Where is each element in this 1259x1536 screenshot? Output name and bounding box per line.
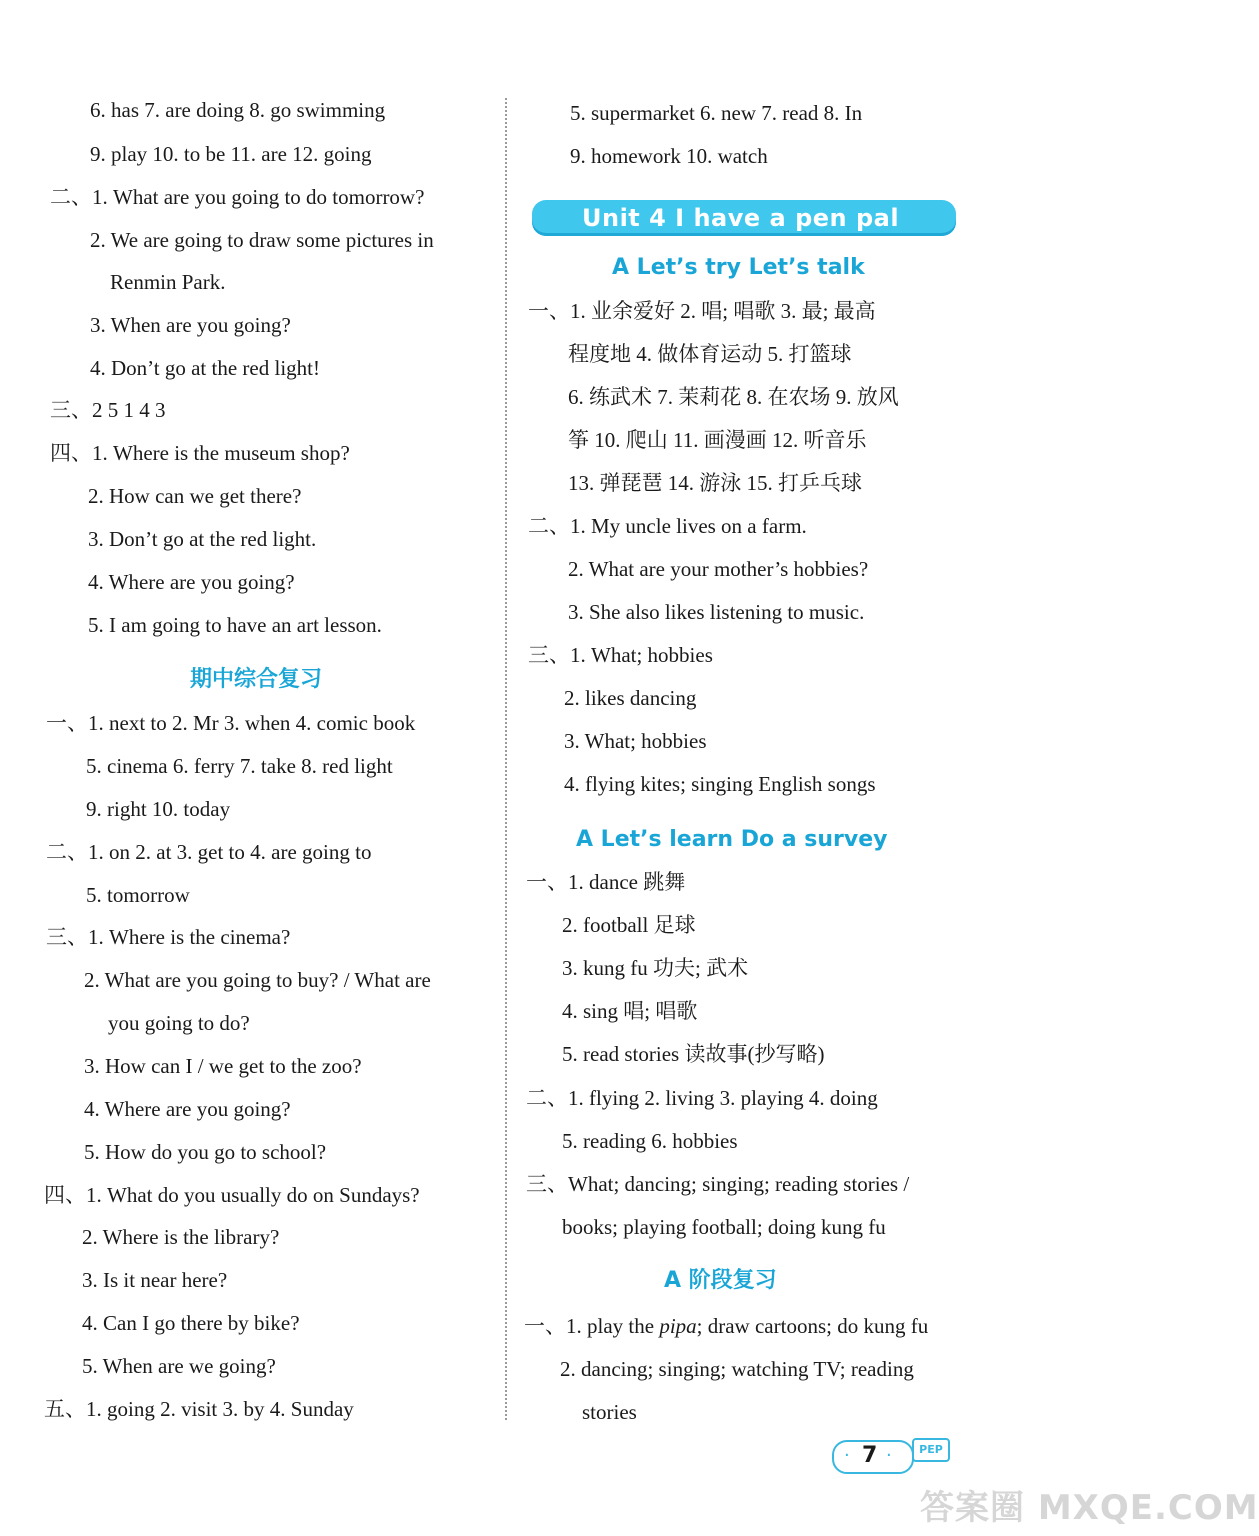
answer-line: 五、1. going 2. visit 3. by 4. Sunday: [44, 1397, 354, 1421]
answer-line: 2. Where is the library?: [82, 1225, 280, 1249]
answer-line: 4. Where are you going?: [88, 570, 295, 594]
answer-text: ; draw cartoons; do kung fu: [696, 1314, 929, 1338]
answer-line: 5. tomorrow: [86, 883, 190, 907]
answer-line: 5. read stories 读故事(抄写略): [562, 1042, 825, 1066]
answer-line: 3. What; hobbies: [564, 729, 707, 753]
answer-line: 13. 弹琵琶 14. 游泳 15. 打乒乓球: [568, 471, 862, 495]
answer-line: 程度地 4. 做体育运动 5. 打篮球: [568, 342, 852, 366]
answer-line: 9. homework 10. watch: [570, 144, 768, 168]
answer-line: 2. football 足球: [562, 913, 696, 937]
answer-line: 4. Can I go there by bike?: [82, 1311, 300, 1335]
edition-badge: PEP: [912, 1438, 950, 1462]
answer-text-italic: pipa: [659, 1314, 697, 1338]
answer-line: you going to do?: [108, 1011, 250, 1035]
page-number-box: [832, 1440, 914, 1474]
answer-line: 一、1. dance 跳舞: [526, 870, 686, 894]
section-heading-stage-review: A 阶段复习: [664, 1268, 777, 1293]
page-number: 7: [862, 1443, 878, 1468]
answer-line: 5. reading 6. hobbies: [562, 1129, 738, 1153]
answer-line: 9. play 10. to be 11. are 12. going: [90, 142, 372, 166]
section-heading-try-talk: A Let’s try Let’s talk: [612, 255, 865, 280]
unit-banner: [532, 200, 956, 236]
answer-line: 4. Where are you going?: [84, 1097, 291, 1121]
answer-line: 3. kung fu 功夫; 武术: [562, 956, 749, 980]
answer-line: 2. What are you going to buy? / What are: [84, 968, 431, 992]
answer-line: 三、What; dancing; singing; reading stories /: [526, 1172, 910, 1196]
answer-line: 6. 练武术 7. 茉莉花 8. 在农场 9. 放风: [568, 385, 899, 409]
answer-line: 2. How can we get there?: [88, 484, 302, 508]
answer-line: 2. dancing; singing; watching TV; reading: [560, 1357, 914, 1381]
watermark: 答案圈 MXQE.COM: [920, 1488, 1259, 1528]
dot-icon: ·: [844, 1445, 850, 1466]
answer-line: 6. has 7. are doing 8. go swimming: [90, 98, 386, 122]
section-heading-midterm: 期中综合复习: [190, 667, 323, 692]
column-divider: [505, 98, 507, 1420]
answer-line: 5. How do you go to school?: [84, 1140, 327, 1164]
answer-line: 三、1. What; hobbies: [528, 643, 713, 667]
answer-line: 2. likes dancing: [564, 686, 697, 710]
answer-line: 二、1. flying 2. living 3. playing 4. doing: [526, 1086, 878, 1110]
answer-line: 4. sing 唱; 唱歌: [562, 999, 698, 1023]
answer-line: 4. flying kites; singing English songs: [564, 772, 876, 796]
answer-line: 一、1. 业余爱好 2. 唱; 唱歌 3. 最; 最高: [528, 299, 876, 323]
answer-line: 2. We are going to draw some pictures in: [90, 228, 434, 252]
answer-line: 3. How can I / we get to the zoo?: [84, 1054, 362, 1078]
answer-line: 5. supermarket 6. new 7. read 8. In: [570, 101, 863, 125]
section-heading-learn-survey: A Let’s learn Do a survey: [576, 827, 888, 852]
answer-line: 3. Is it near here?: [82, 1268, 228, 1292]
answer-line: 筝 10. 爬山 11. 画漫画 12. 听音乐: [568, 428, 867, 452]
answer-line: 4. Don’t go at the red light!: [90, 356, 320, 380]
answer-line: 9. right 10. today: [86, 797, 231, 821]
answer-line: books; playing football; doing kung fu: [562, 1215, 886, 1239]
answer-line: 二、1. My uncle lives on a farm.: [528, 514, 807, 538]
answer-line: 一、1. next to 2. Mr 3. when 4. comic book: [46, 711, 416, 735]
answer-line: 四、1. Where is the museum shop?: [50, 441, 350, 465]
answer-line: 四、1. What do you usually do on Sundays?: [44, 1183, 420, 1207]
answer-text: 一、1. play the: [524, 1314, 660, 1338]
dot-icon: ·: [886, 1445, 892, 1466]
answer-line: 5. cinema 6. ferry 7. take 8. red light: [86, 754, 393, 778]
answer-line: Renmin Park.: [110, 270, 226, 294]
answer-line: 3. When are you going?: [90, 313, 291, 337]
answer-line: stories: [582, 1400, 637, 1424]
answer-line: 2. What are your mother’s hobbies?: [568, 557, 869, 581]
answer-line: 3. Don’t go at the red light.: [88, 527, 317, 551]
answer-line: 3. She also likes listening to music.: [568, 600, 865, 624]
answer-line: 5. When are we going?: [82, 1354, 276, 1378]
unit-title: Unit 4 I have a pen pal: [582, 204, 900, 232]
answer-line: 三、1. Where is the cinema?: [46, 925, 291, 949]
answer-line: 5. I am going to have an art lesson.: [88, 613, 382, 637]
answer-line: 二、1. What are you going to do tomorrow?: [50, 185, 425, 209]
answer-line: 三、2 5 1 4 3: [50, 398, 166, 422]
answer-line: [524, 1313, 928, 1339]
answer-line: 二、1. on 2. at 3. get to 4. are going to: [46, 840, 372, 864]
